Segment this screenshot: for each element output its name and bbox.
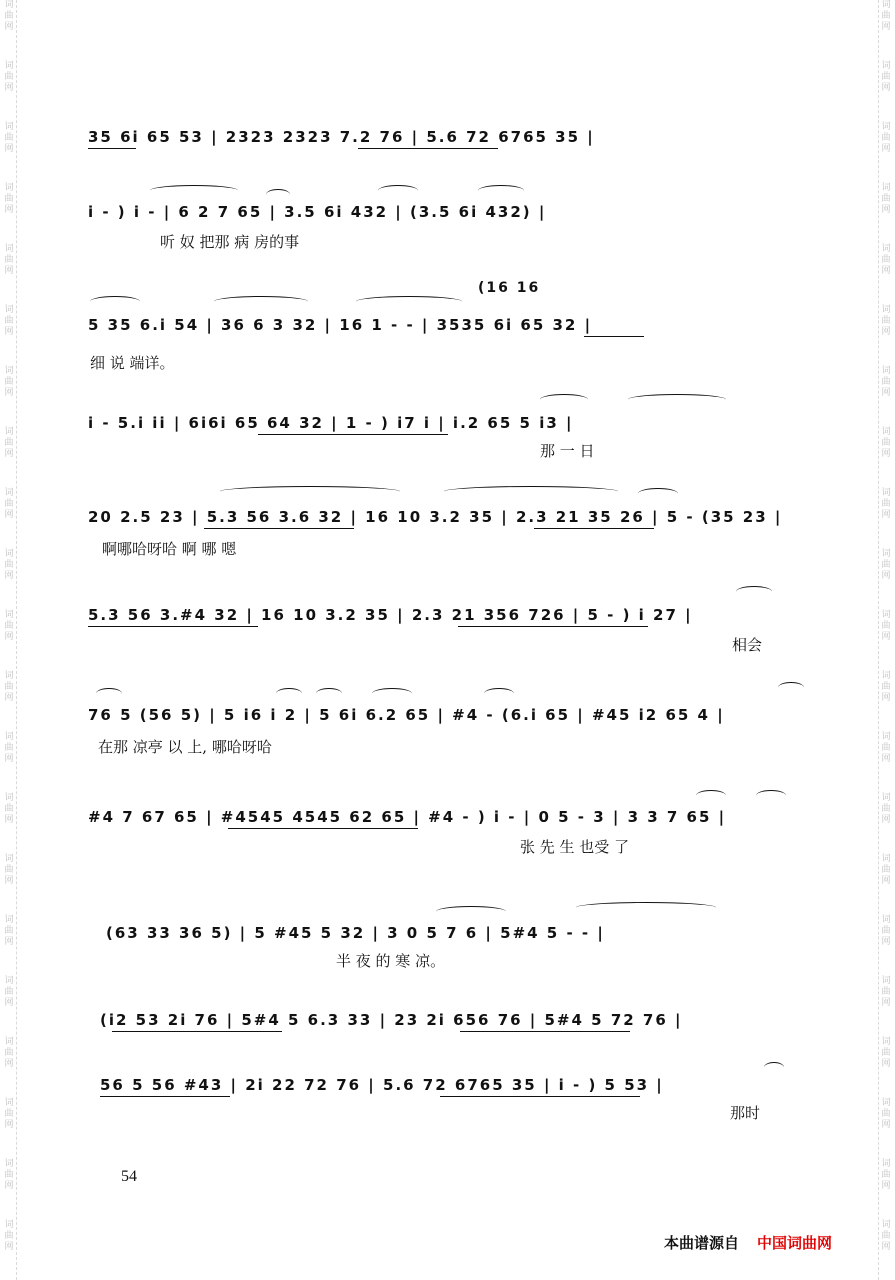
slur-mark — [316, 688, 342, 699]
watermark-text: 词 曲 网 — [4, 854, 14, 886]
watermark-text: 词 曲 网 — [881, 0, 891, 32]
page-number: 54 — [121, 1168, 137, 1185]
watermark-text: 词 曲 网 — [4, 549, 14, 581]
watermark-text: 词 曲 网 — [881, 427, 891, 459]
watermark-text: 词 曲 网 — [4, 915, 14, 947]
notation-line: 20 2.5 23 | 5.3 56 3.6 32 | 16 10 3.2 35 | 2.3 21 35 26 | 5 - (35 23 | — [88, 508, 783, 526]
watermark-text: 词 曲 网 — [881, 366, 891, 398]
watermark-text: 词 曲 网 — [881, 915, 891, 947]
lyrics-line: 听 奴 把那 病 房的事 — [160, 233, 300, 251]
slur-mark — [696, 790, 726, 801]
slur-mark — [436, 906, 506, 917]
watermark-text: 词 曲 网 — [4, 305, 14, 337]
notation-line: 35 6i 65 53 | 2323 2323 7.2 76 | 5.6 72 6765 35 | — [88, 128, 595, 146]
beat-underline — [458, 626, 648, 627]
lyrics-line: 张 先 生 也受 了 — [520, 838, 630, 856]
beat-underline — [584, 336, 644, 337]
right-watermark-strip — [878, 0, 893, 1280]
watermark-text: 词 曲 网 — [4, 793, 14, 825]
watermark-text: 词 曲 网 — [4, 122, 14, 154]
watermark-text: 词 曲 网 — [4, 1159, 14, 1191]
slur-mark — [372, 688, 412, 699]
beat-underline — [112, 1031, 282, 1032]
beat-underline — [100, 1096, 230, 1097]
slur-mark — [90, 296, 140, 307]
watermark-text: 词 曲 网 — [881, 793, 891, 825]
beat-underline — [228, 828, 418, 829]
source-label: 本曲谱源自 — [664, 1234, 740, 1252]
beat-underline — [440, 1096, 640, 1097]
notation-line: (i2 53 2i 76 | 5#4 5 6.3 33 | 23 2i 656 76 | 5#4 5 72 76 | — [100, 1011, 683, 1029]
source-credit — [664, 1232, 832, 1253]
watermark-text: 词 曲 网 — [881, 305, 891, 337]
watermark-text: 词 曲 网 — [4, 1220, 14, 1252]
watermark-text: 词 曲 网 — [881, 976, 891, 1008]
watermark-text: 词 曲 网 — [881, 854, 891, 886]
watermark-text: 词 曲 网 — [881, 61, 891, 93]
lyrics-line: 那 一 日 — [540, 442, 595, 460]
notation-line: 5 35 6.i 54 | 36 6 3 32 | 16 1 - - | 3535 6i 65 32 | — [88, 316, 593, 334]
notation-line: i - 5.i ii | 6i6i 65 64 32 | 1 - ) i7 i | i.2 65 5 i3 | — [88, 414, 574, 432]
slur-mark — [638, 488, 678, 499]
lyrics-line: 那时 — [730, 1104, 761, 1122]
beat-underline — [358, 148, 498, 149]
beat-underline — [534, 528, 654, 529]
beat-underline — [460, 1031, 630, 1032]
slur-mark — [96, 688, 122, 699]
watermark-text: 词 曲 网 — [4, 61, 14, 93]
watermark-text: 词 曲 网 — [881, 1220, 891, 1252]
notation-line: #4 7 67 65 | #4545 4545 62 65 | #4 - ) i - | 0 5 - 3 | 3 3 7 65 | — [88, 808, 727, 826]
beat-underline — [88, 626, 258, 627]
watermark-text: 词 曲 网 — [4, 427, 14, 459]
slur-mark — [540, 394, 588, 405]
watermark-text: 词 曲 网 — [4, 1037, 14, 1069]
slur-mark — [756, 790, 786, 801]
beat-underline — [88, 148, 136, 149]
slur-mark — [628, 394, 726, 405]
watermark-text: 词 曲 网 — [881, 549, 891, 581]
beat-underline — [258, 434, 448, 435]
notation-line: i - ) i - | 6 2 7 65 | 3.5 6i 432 | (3.5 6i 432) | — [88, 203, 547, 221]
watermark-text: 词 曲 网 — [881, 732, 891, 764]
watermark-text: 词 曲 网 — [4, 610, 14, 642]
lyrics-line: 细 说 端详。 — [90, 354, 175, 372]
slur-mark — [736, 586, 772, 597]
lyrics-line: 在那 凉亭 以 上, 哪哈呀哈 — [98, 738, 272, 756]
notation-line: 76 5 (56 5) | 5 i6 i 2 | 5 6i 6.2 65 | #4 - (6.i 65 | #45 i2 65 4 | — [88, 706, 725, 724]
slur-mark — [484, 688, 514, 699]
lyrics-line: 相会 — [732, 636, 763, 654]
slur-mark — [356, 296, 462, 307]
watermark-text: 词 曲 网 — [881, 610, 891, 642]
watermark-text: 词 曲 网 — [881, 122, 891, 154]
source-site-link[interactable]: 中国词曲网 — [757, 1234, 833, 1252]
watermark-text: 词 曲 网 — [881, 1098, 891, 1130]
slur-mark — [478, 185, 524, 196]
watermark-text: 词 曲 网 — [4, 0, 14, 32]
watermark-text: 词 曲 网 — [4, 671, 14, 703]
slur-mark — [378, 185, 418, 196]
slur-mark — [444, 486, 618, 497]
watermark-text: 词 曲 网 — [4, 732, 14, 764]
notation-line: 5.3 56 3.#4 32 | 16 10 3.2 35 | 2.3 21 356 726 | 5 - ) i 27 | — [88, 606, 693, 624]
slur-mark — [220, 486, 400, 497]
watermark-text: 词 曲 网 — [881, 671, 891, 703]
slur-mark — [214, 296, 308, 307]
watermark-text: 词 曲 网 — [4, 244, 14, 276]
watermark-text: 词 曲 网 — [881, 488, 891, 520]
left-watermark-strip — [2, 0, 17, 1280]
watermark-text: 词 曲 网 — [881, 244, 891, 276]
slur-mark — [778, 682, 804, 693]
slur-mark — [266, 189, 290, 200]
slur-mark — [576, 902, 716, 913]
beat-underline — [204, 528, 354, 529]
watermark-text: 词 曲 网 — [4, 488, 14, 520]
notation-line: (63 33 36 5) | 5 #45 5 32 | 3 0 5 7 6 | 5#4 5 - - | — [106, 924, 605, 942]
watermark-text: 词 曲 网 — [881, 183, 891, 215]
watermark-text: 词 曲 网 — [4, 183, 14, 215]
slur-mark — [276, 688, 302, 699]
lyrics-line: 半 夜 的 寒 凉。 — [336, 952, 446, 970]
lyrics-line: 啊哪哈呀哈 啊 哪 嗯 — [102, 540, 237, 558]
slur-mark — [150, 185, 238, 196]
watermark-text: 词 曲 网 — [4, 976, 14, 1008]
notation-line: 56 5 56 #43 | 2i 22 72 76 | 5.6 72 6765 35 | i - ) 5 53 | — [100, 1076, 664, 1094]
watermark-text: 词 曲 网 — [4, 366, 14, 398]
watermark-text: 词 曲 网 — [881, 1159, 891, 1191]
watermark-text: 词 曲 网 — [881, 1037, 891, 1069]
slur-mark — [764, 1062, 784, 1073]
grace-prefix: (16 16 — [478, 280, 541, 296]
watermark-text: 词 曲 网 — [4, 1098, 14, 1130]
